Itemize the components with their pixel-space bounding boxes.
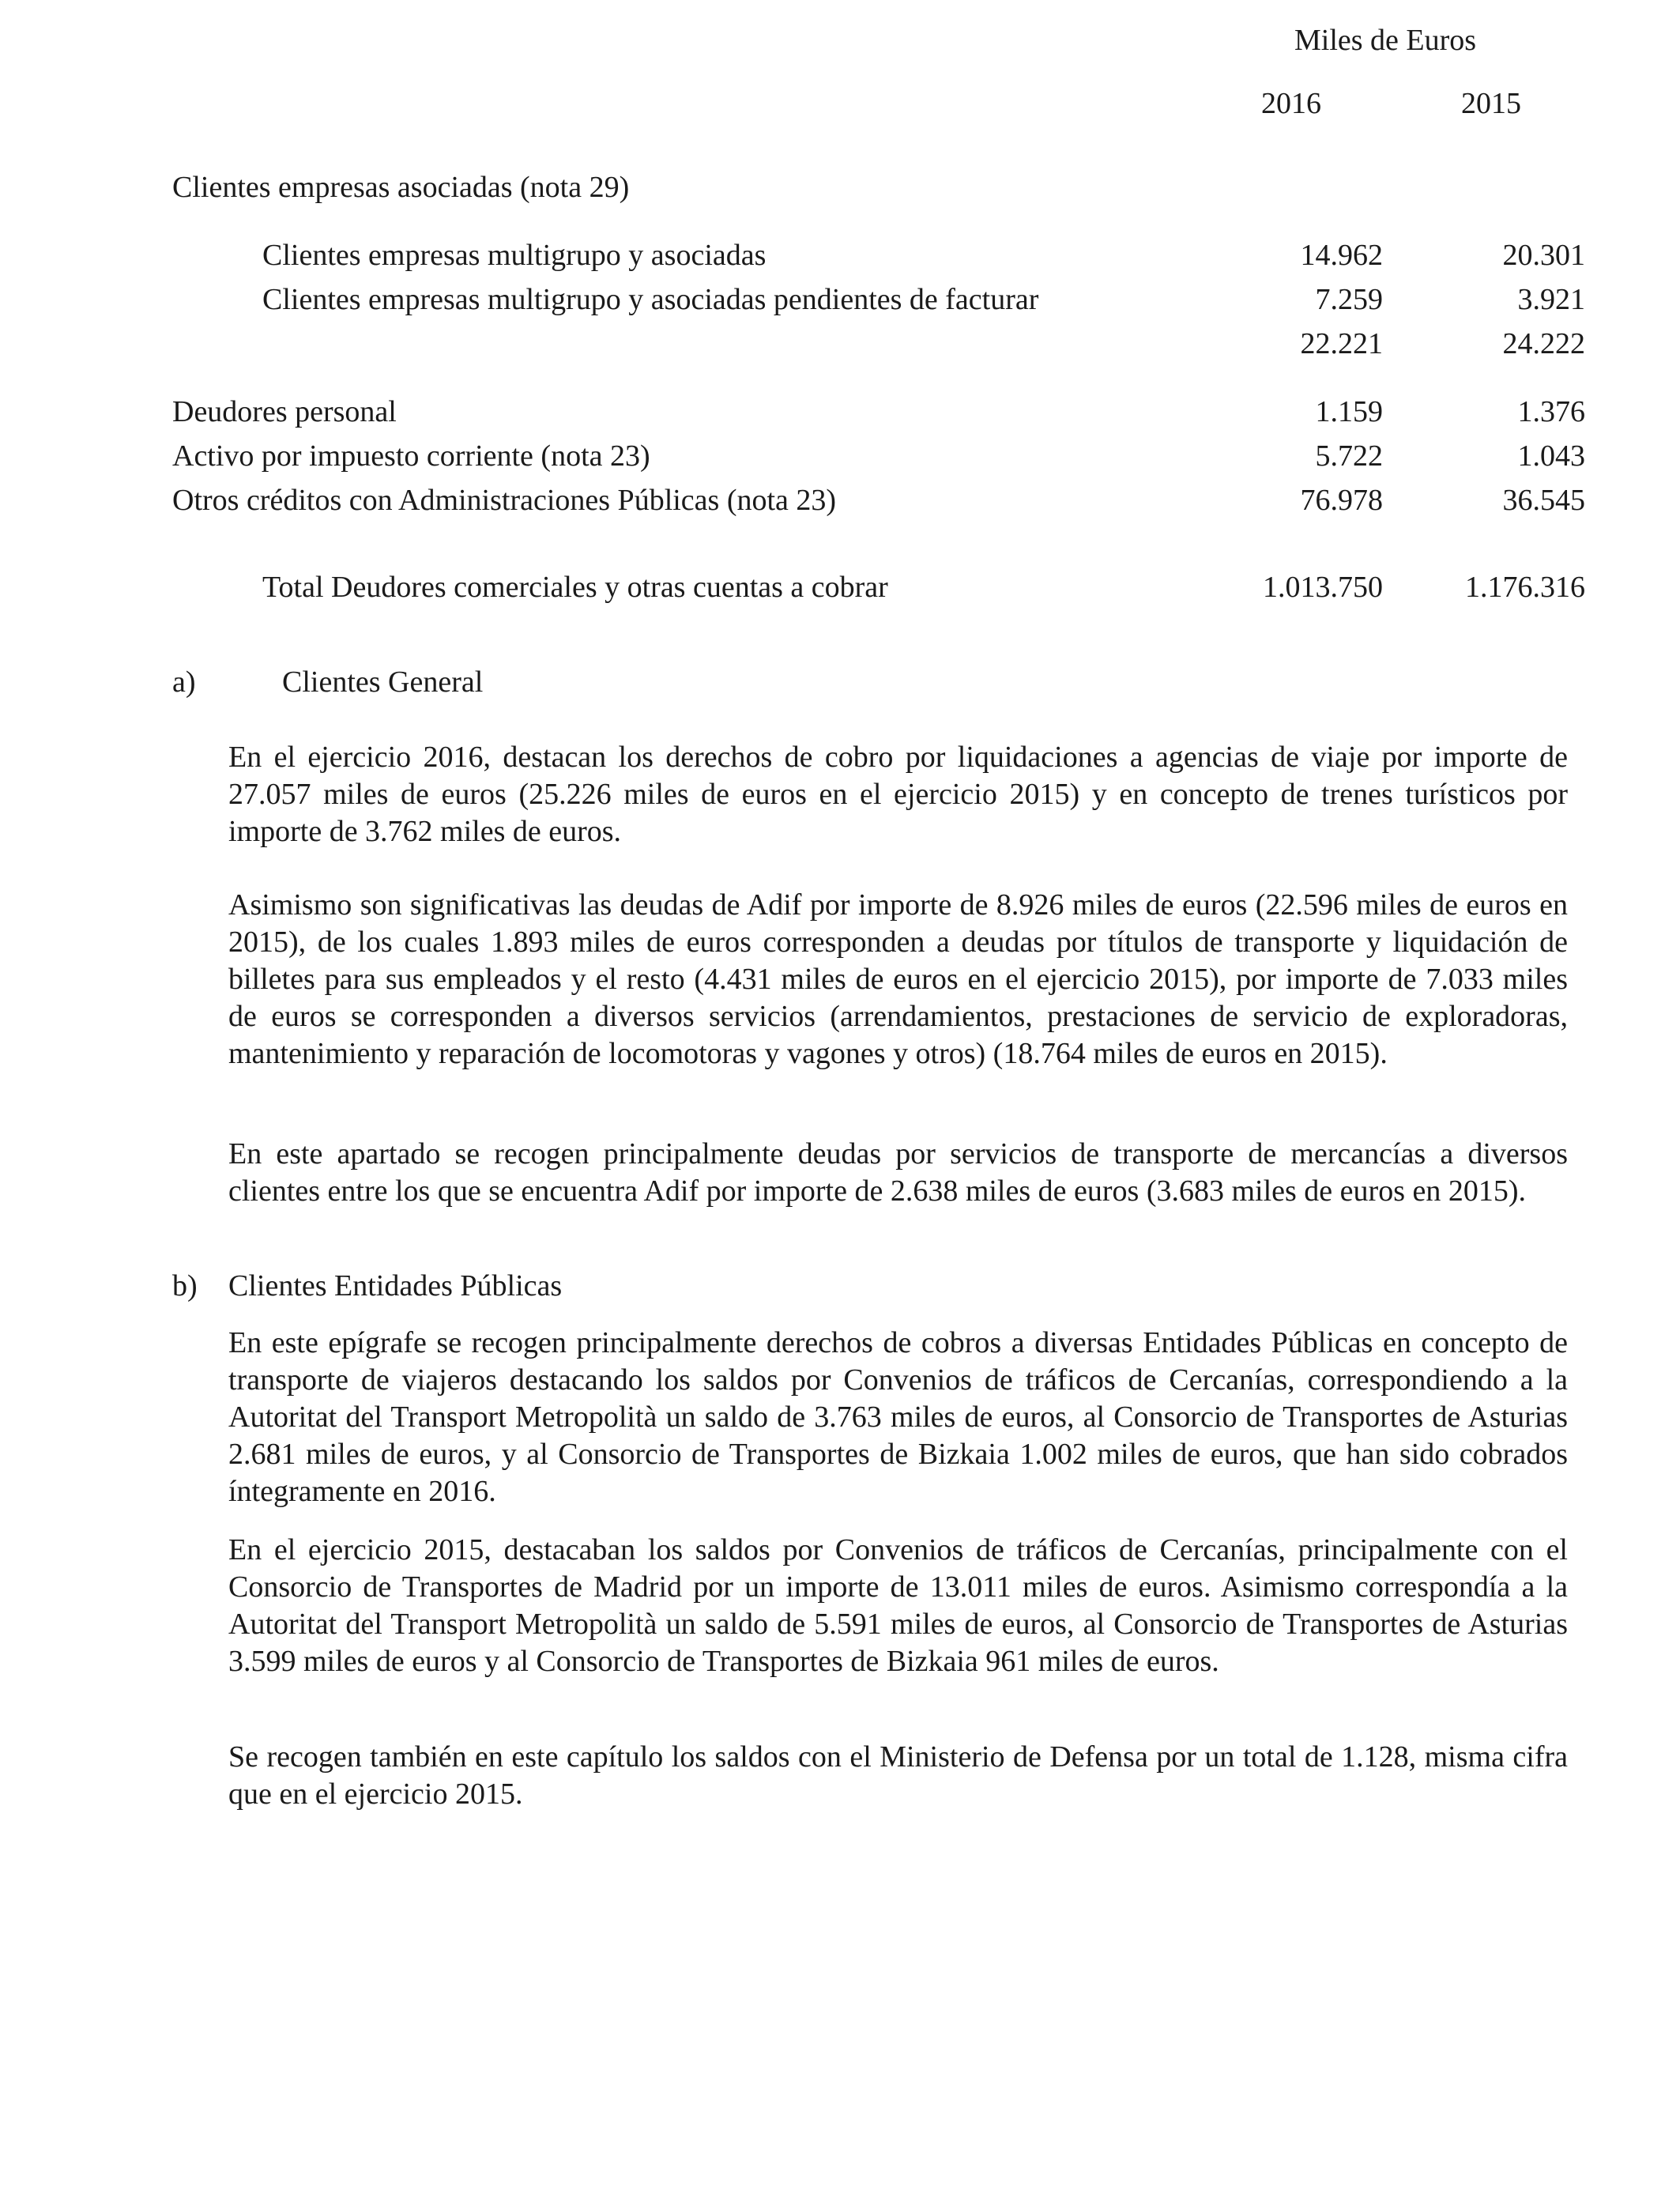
- section-a-paragraph: En este apartado se recogen principalmente deudas por servicios de transporte de mercancías a diversos clientes entre los que se encuentra Adif por importe de 2.638 miles de euros (3.683 miles de euros en 2015).: [228, 1137, 1568, 1208]
- section-a-marker: a): [172, 665, 196, 699]
- row-value-2016: 76.978: [1300, 484, 1383, 517]
- section-b-title: Clientes Entidades Públicas: [228, 1269, 563, 1302]
- column-header-2015: 2015: [1461, 87, 1521, 120]
- row-value-2016: 1.159: [1315, 395, 1383, 428]
- total-value-2016: 1.013.750: [1263, 571, 1383, 604]
- row-value-2015: 20.301: [1502, 239, 1585, 272]
- subtotal-2015: 24.222: [1502, 327, 1585, 360]
- total-value-2015: 1.176.316: [1465, 571, 1585, 604]
- section-b-paragraph: En este epígrafe se recogen principalmente derechos de cobros a diversas Entidades Públicas en concepto de transporte de viajeros destacando los saldos por Convenios de tráficos de Cercanías, correspondiendo a la Autoritat del Transport Metropolità un saldo de 3.763 miles de euros, al Consorcio de Transportes de Asturias 2.681 miles de euros, y al Consorcio de Transportes de Bizkaia 1.002 miles de euros, que han sido cobrados íntegramente en 2016.: [228, 1326, 1568, 1508]
- section-b-paragraph: Se recogen también en este capítulo los saldos con el Ministerio de Defensa por un total de 1.128, misma cifra que en el ejercicio 2015.: [228, 1740, 1568, 1811]
- section-a-title: Clientes General: [282, 665, 484, 699]
- row-value-2015: 1.043: [1517, 439, 1585, 473]
- unit-header: Miles de Euros: [1294, 24, 1477, 57]
- row-label: Otros créditos con Administraciones Públicas (nota 23): [172, 484, 837, 517]
- row-label: Activo por impuesto corriente (nota 23): [172, 439, 650, 473]
- row-label: Clientes empresas multigrupo y asociadas: [262, 239, 767, 272]
- column-header-2016: 2016: [1261, 87, 1321, 120]
- subtotal-2016: 22.221: [1300, 327, 1383, 360]
- section-a-paragraph: Asimismo son significativas las deudas de Adif por importe de 8.926 miles de euros (22.596 miles de euros en 2015), de los cuales 1.893 miles de euros corresponden a deudas por títulos de transporte y liquidación de billetes para sus empleados y el resto (4.431 miles de euros en el ejercicio 2015), por importe de 7.033 miles de euros se corresponden a diversos servicios (arrendamientos, prestaciones de servicio de exploradoras, mantenimiento y reparación de locomotoras y vagones y otros) (18.764 miles de euros en 2015).: [228, 888, 1568, 1070]
- row-value-2016: 14.962: [1300, 239, 1383, 272]
- row-value-2016: 5.722: [1315, 439, 1383, 473]
- section-b-marker: b): [172, 1269, 198, 1302]
- row-value-2015: 1.376: [1517, 395, 1585, 428]
- group-title: Clientes empresas asociadas (nota 29): [172, 171, 630, 204]
- row-value-2015: 36.545: [1502, 484, 1585, 517]
- row-label: Clientes empresas multigrupo y asociadas pendientes de facturar: [262, 283, 1039, 316]
- section-a-paragraph: En el ejercicio 2016, destacan los derechos de cobro por liquidaciones a agencias de viaje por importe de 27.057 miles de euros (25.226 miles de euros en el ejercicio 2015) y en concepto de trenes turísticos por importe de 3.762 miles de euros.: [228, 741, 1568, 848]
- row-label: Deudores personal: [172, 395, 397, 428]
- row-value-2015: 3.921: [1517, 283, 1585, 316]
- section-b-paragraph: En el ejercicio 2015, destacaban los saldos por Convenios de tráficos de Cercanías, principalmente con el Consorcio de Transportes de Madrid por un importe de 13.011 miles de euros. Asimismo correspondía a la Autoritat del Transport Metropolità un saldo de 5.591 miles de euros, al Consorcio de Transportes de Asturias 3.599 miles de euros y al Consorcio de Transportes de Bizkaia 961 miles de euros.: [228, 1533, 1568, 1678]
- row-value-2016: 7.259: [1315, 283, 1383, 316]
- total-label: Total Deudores comerciales y otras cuentas a cobrar: [262, 571, 888, 604]
